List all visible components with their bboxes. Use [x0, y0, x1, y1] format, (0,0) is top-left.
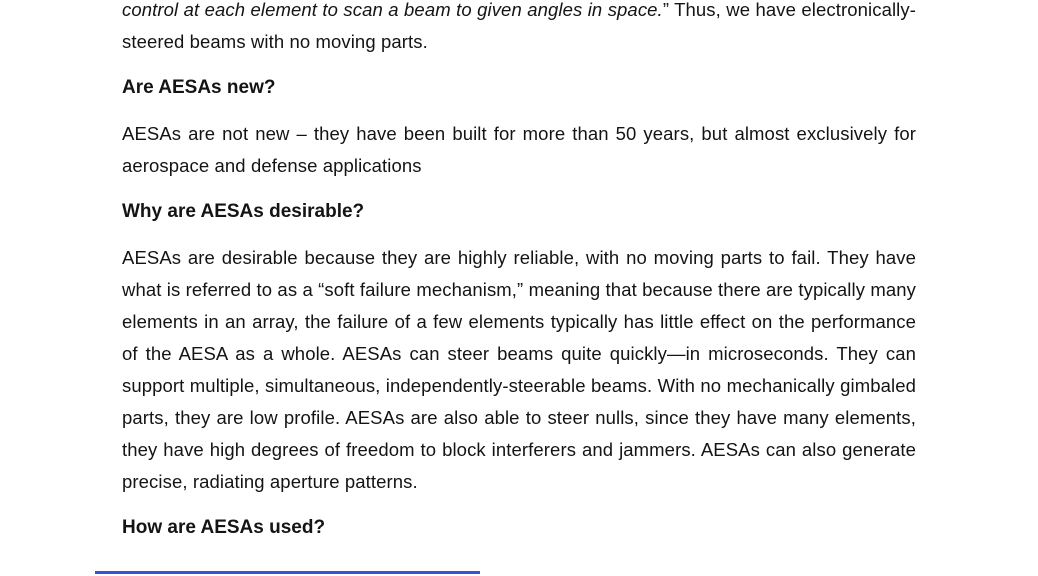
page-bottom-rule: [95, 571, 480, 574]
intro-paragraph-regular-text: ” Thus, we have electronically-steered beams with no moving parts.: [122, 0, 916, 52]
paragraph-aesas-not-new: AESAs are not new – they have been built for more than 50 years, but almost exclusively for aerospace and defense applications: [122, 123, 916, 176]
section-heading-are-aesas-new: Are AESAs new?: [122, 77, 276, 98]
intro-paragraph-italic-quote: control at each element to scan a beam to given angles in space.: [122, 0, 663, 20]
intro-paragraph: [122, 0, 916, 58]
paragraph-aesas-desirable: AESAs are desirable because they are highly reliable, with no moving parts to fail. They have what is referred to as a “soft failure mechanism,” meaning that because there are typically many elements in an array, the failure of a few elements typically has little effect on the performance of the AESA as a whole. AESAs can steer beams quite quickly—in microseconds. They can support multiple, simultaneous, independently-steerable beams. With no mechanically gimbaled parts, they are low profile. AESAs are also able to steer nulls, since they have many elements, they have high degrees of freedom to block interferers and jammers. AESAs can also generate precise, radiating aperture patterns.: [122, 247, 916, 492]
section-heading-how-are-aesas-used: How are AESAs used?: [122, 517, 326, 538]
section-heading-why-are-aesas-desirable: Why are AESAs desirable?: [122, 201, 365, 222]
